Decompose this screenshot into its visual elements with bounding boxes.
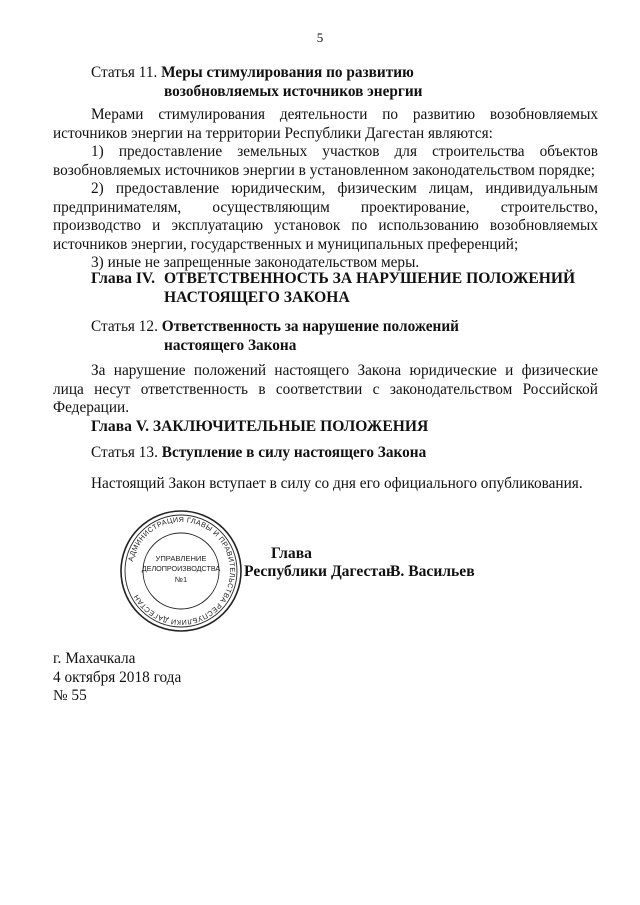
article-13-heading bbox=[91, 444, 598, 463]
footer-date: 4 октября 2018 года bbox=[53, 668, 182, 686]
chapter-4-label: Глава IV. bbox=[91, 270, 156, 287]
stamp-ring-text: АДМИНИСТРАЦИЯ ГЛАВЫ И ПРАВИТЕЛЬСТВА РЕСПУБЛИКИ ДАГЕСТАН bbox=[125, 514, 238, 628]
footer-number: № 55 bbox=[53, 687, 87, 704]
signature-title-line2: Республики Дагестан bbox=[244, 563, 396, 580]
article-11-body bbox=[53, 106, 598, 273]
article-11-heading bbox=[91, 64, 598, 101]
official-stamp bbox=[118, 508, 244, 634]
article-11-intro: Мерами стимулирования деятельности по развитию возобновляемых источников энергии на территории Республики Дагестан являются: bbox=[53, 106, 598, 142]
article-13-title: Вступление в силу настоящего Закона bbox=[161, 444, 427, 461]
article-12-title-line1: Ответственность за нарушение положений bbox=[161, 318, 459, 335]
chapter-4-heading bbox=[91, 270, 598, 307]
chapter-5-heading: Глава V. ЗАКЛЮЧИТЕЛЬНЫЕ ПОЛОЖЕНИЯ bbox=[91, 418, 429, 435]
article-11-label: Статья 11. bbox=[91, 64, 158, 81]
stamp-line-2: ДЕЛОПРОИЗВОДСТВА bbox=[141, 564, 221, 573]
article-13-label: Статья 13. bbox=[91, 444, 158, 461]
document-footer bbox=[53, 650, 181, 706]
article-12-label: Статья 12. bbox=[91, 318, 158, 335]
signature-title-line1: Глава bbox=[271, 545, 312, 562]
article-13-text: Настоящий Закон вступает в силу со дня его официального опубликования. bbox=[91, 475, 583, 492]
article-11-item-1: 1) предоставление земельных участков для строительства объектов возобновляемых источников энергии в установленном законодательством порядке; bbox=[53, 143, 598, 179]
stamp-line-1: УПРАВЛЕНИЕ bbox=[155, 554, 207, 563]
footer-city: г. Махачкала bbox=[53, 650, 136, 667]
article-11-title-line2: возобновляемых источников энергии bbox=[164, 82, 423, 100]
article-11-item-2: 2) предоставление юридическим, физическим лицам, индивидуальным предпринимателям, осуществляющим проектирование, строительство, производство и эксплуатацию установок по использованию возобновляемых источников энергии, государственных и муниципальных преференций; bbox=[53, 180, 598, 253]
article-13-body bbox=[53, 475, 598, 494]
article-12-text: За нарушение положений настоящего Закона юридические и физические лица несут ответственность в соответствии с законодательством Российской Федерации. bbox=[53, 362, 598, 416]
article-12-body bbox=[53, 362, 598, 418]
article-11-item-3: 3) иные не запрещенные законодательством меры. bbox=[91, 254, 420, 271]
signatory-name: В. Васильев bbox=[390, 563, 475, 580]
page-number: 5 bbox=[316, 30, 324, 45]
stamp-line-3: №1 bbox=[174, 575, 188, 584]
chapter-4-title-line2: НАСТОЯЩЕГО ЗАКОНА bbox=[164, 288, 350, 306]
article-11-title-line1: Меры стимулирования по развитию bbox=[161, 64, 414, 81]
chapter-4-title-line1: ОТВЕТСТВЕННОСТЬ ЗА НАРУШЕНИЕ ПОЛОЖЕНИЙ bbox=[164, 270, 576, 287]
article-12-title-line2: настоящего Закона bbox=[164, 336, 297, 354]
article-12-heading bbox=[91, 318, 598, 355]
